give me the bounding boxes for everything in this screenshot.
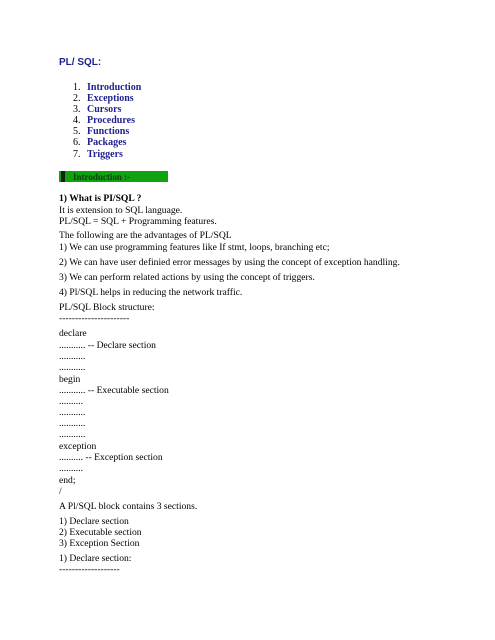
toc-item[interactable]: 6. Packages — [73, 137, 127, 149]
body-line: PL/SQL = SQL + Programming features. — [59, 216, 217, 227]
body-line: The following are the advantages of PL/SQL — [59, 230, 232, 241]
code-line: ........... — [59, 362, 86, 373]
code-line: end; — [59, 475, 76, 486]
body-line: ------------------- — [59, 564, 120, 575]
code-line: ........... — [59, 418, 86, 429]
toc-item[interactable]: 7. Triggers — [73, 148, 123, 160]
code-line: exception — [59, 441, 97, 452]
table-of-contents — [73, 82, 141, 160]
toc-item-label[interactable]: Triggers — [87, 148, 123, 160]
toc-item-label[interactable]: Exceptions — [87, 93, 134, 105]
body-line: PL/SQL Block structure: — [59, 302, 155, 313]
code-line: ........... — [59, 351, 86, 362]
code-line: .......... — [59, 463, 83, 474]
body-line: 1) Declare section — [59, 516, 129, 527]
body-line: 4) Pl/SQL helps in reducing the network traffic. — [59, 287, 243, 298]
body-line: A Pl/SQL block contains 3 sections. — [59, 501, 198, 512]
body-line: 1) We can use programming features like If stmt, loops, branching etc; — [59, 242, 330, 253]
toc-item-label[interactable]: Packages — [87, 137, 127, 149]
code-line: begin — [59, 374, 81, 385]
code-line: .......... — [59, 396, 83, 407]
body-line: 3) Exception Section — [59, 538, 140, 549]
code-line: .......... -- Exception section — [59, 452, 163, 463]
body-line: 1) Declare section: — [59, 553, 132, 564]
introduction-section-label: Introduction :- — [73, 171, 131, 182]
toc-item-label[interactable]: Procedures — [87, 115, 135, 127]
body-line: It is extension to SQL language. — [59, 205, 183, 216]
toc-item-label[interactable]: Functions — [87, 126, 130, 138]
introduction-section-bar — [59, 171, 168, 182]
toc-item[interactable]: 1. Introduction — [73, 82, 142, 93]
code-line: ........... — [59, 407, 86, 418]
code-line: ........... -- Declare section — [59, 340, 156, 351]
question-heading: 1) What is PI/SQL ? — [59, 193, 142, 204]
toc-item-label[interactable]: Cursors — [87, 104, 122, 116]
toc-item[interactable]: 5. Functions — [73, 126, 130, 138]
code-line: ........... — [59, 429, 86, 440]
document-heading: PL/ SQL: — [59, 57, 102, 68]
toc-item[interactable]: 3. Cursors — [73, 104, 122, 116]
body-line: 3) We can perform related actions by using the concept of triggers. — [59, 272, 315, 283]
code-line: ........... -- Executable section — [59, 385, 169, 396]
toc-item[interactable]: 2. Exceptions — [73, 93, 134, 105]
toc-item-label[interactable]: Introduction — [87, 82, 142, 93]
code-line: ---------------------- — [59, 313, 130, 324]
toc-item[interactable]: 4. Procedures — [73, 115, 135, 127]
code-line: / — [59, 486, 62, 497]
section-marker — [61, 171, 65, 182]
code-line: declare — [59, 328, 87, 339]
body-line: 2) Executable section — [59, 527, 142, 538]
body-line: 2) We can have user definied error messages by using the concept of exception handling. — [59, 257, 400, 268]
